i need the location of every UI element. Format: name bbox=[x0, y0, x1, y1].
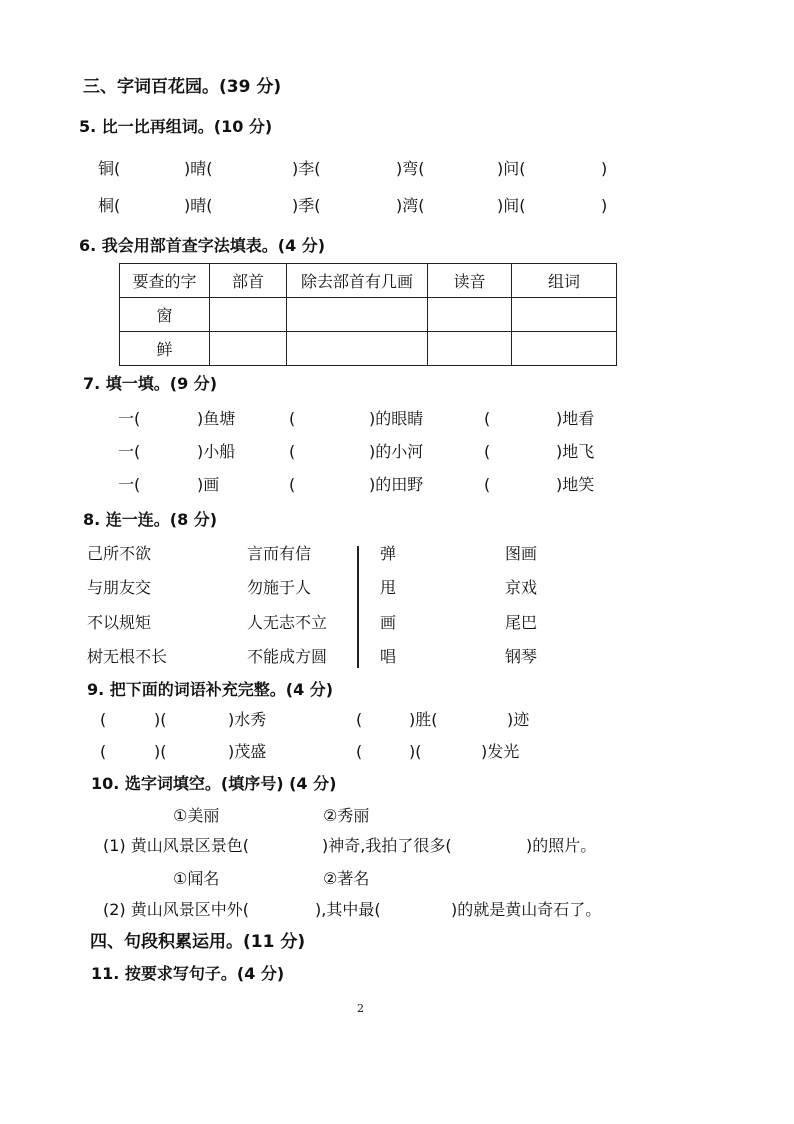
q9-row-2 bbox=[0, 744, 794, 766]
q8-col1-item[interactable]: 己所不欲 bbox=[87, 544, 152, 563]
answer-cell[interactable] bbox=[428, 298, 512, 332]
answer-cell[interactable] bbox=[287, 298, 428, 332]
q7-row-3 bbox=[0, 477, 794, 499]
q8-row-2 bbox=[0, 580, 794, 602]
q10-text: (2) 黄山风景区中外( bbox=[103, 900, 249, 919]
q7-cell: ( bbox=[484, 475, 491, 494]
q6-title: 6. 我会用部首查字法填表。(4 分) bbox=[79, 236, 326, 255]
q7-cell: 一( bbox=[118, 442, 141, 461]
answer-cell[interactable] bbox=[428, 332, 512, 366]
q5-cell: ) bbox=[601, 196, 608, 215]
q9-cell: )水秀 bbox=[228, 710, 267, 729]
q5-cell: )湾( bbox=[396, 196, 425, 215]
radical-lookup-table bbox=[119, 263, 617, 366]
q8-col2-item[interactable]: 勿施于人 bbox=[247, 578, 312, 597]
answer-cell[interactable] bbox=[210, 332, 287, 366]
q7-cell: ( bbox=[289, 442, 296, 461]
q8-col4-item[interactable]: 尾巴 bbox=[505, 613, 538, 632]
q10-option: ①美丽 bbox=[173, 806, 220, 825]
q7-cell: )画 bbox=[197, 475, 220, 494]
q9-cell: )( bbox=[154, 710, 167, 729]
q7-cell: ( bbox=[484, 442, 491, 461]
q7-title: 7. 填一填。(9 分) bbox=[83, 374, 218, 393]
q5-cell: )晴( bbox=[184, 159, 213, 178]
table-header: 要查的字 bbox=[120, 264, 210, 298]
q9-cell: )胜( bbox=[409, 710, 438, 729]
section-4-title: 四、句段积累运用。(11 分) bbox=[90, 932, 306, 952]
q10-options-1 bbox=[0, 808, 794, 830]
q9-cell: )发光 bbox=[481, 742, 520, 761]
answer-cell[interactable] bbox=[512, 332, 617, 366]
answer-cell[interactable] bbox=[287, 332, 428, 366]
q8-col1-item[interactable]: 与朋友交 bbox=[87, 578, 152, 597]
table-header-row bbox=[120, 264, 617, 298]
section-3-title: 三、字词百花园。(39 分) bbox=[83, 77, 282, 97]
q8-col3-item[interactable]: 画 bbox=[380, 613, 397, 632]
q8-col1-item[interactable]: 树无根不长 bbox=[87, 647, 168, 666]
q8-row-1 bbox=[0, 546, 794, 568]
q7-cell: )小船 bbox=[197, 442, 236, 461]
q8-row-4 bbox=[0, 649, 794, 671]
q8-row-3 bbox=[0, 615, 794, 637]
q10-option: ②秀丽 bbox=[323, 806, 370, 825]
q8-col2-item[interactable]: 人无志不立 bbox=[247, 613, 328, 632]
q8-col2-item[interactable]: 言而有信 bbox=[247, 544, 312, 563]
q5-cell: )问( bbox=[497, 159, 526, 178]
q8-col1-item[interactable]: 不以规矩 bbox=[87, 613, 152, 632]
q7-cell: 一( bbox=[118, 475, 141, 494]
q9-cell: )( bbox=[409, 742, 422, 761]
q7-cell: )地笑 bbox=[556, 475, 595, 494]
q10-text: )的照片。 bbox=[526, 836, 597, 855]
q8-col3-item[interactable]: 唱 bbox=[380, 647, 397, 666]
q10-title: 10. 选字词填空。(填序号) (4 分) bbox=[91, 774, 337, 793]
q5-cell: )李( bbox=[292, 159, 321, 178]
q8-col4-item[interactable]: 钢琴 bbox=[505, 647, 538, 666]
q10-text: )的就是黄山奇石了。 bbox=[451, 900, 602, 919]
q7-row-1 bbox=[0, 411, 794, 433]
q5-cell: )弯( bbox=[396, 159, 425, 178]
q11-title: 11. 按要求写句子。(4 分) bbox=[91, 964, 285, 983]
q9-row-1 bbox=[0, 712, 794, 734]
q7-cell: )鱼塘 bbox=[197, 409, 236, 428]
table-row bbox=[120, 298, 617, 332]
q8-col4-item[interactable]: 京戏 bbox=[505, 578, 538, 597]
q7-cell: )的眼睛 bbox=[369, 409, 424, 428]
q10-sentence-2 bbox=[0, 902, 794, 924]
q7-cell: ( bbox=[289, 409, 296, 428]
divider-line bbox=[357, 546, 359, 668]
q10-text: ),其中最( bbox=[315, 900, 381, 919]
q5-title: 5. 比一比再组词。(10 分) bbox=[79, 117, 273, 136]
q7-cell: )地看 bbox=[556, 409, 595, 428]
q9-cell: ( bbox=[356, 710, 363, 729]
q9-cell: )迹 bbox=[507, 710, 530, 729]
q10-options-2 bbox=[0, 871, 794, 893]
q5-row-2 bbox=[0, 198, 794, 220]
q5-row-1 bbox=[0, 161, 794, 183]
q9-cell: ( bbox=[100, 742, 107, 761]
q5-cell: )季( bbox=[292, 196, 321, 215]
q5-cell: 铜( bbox=[98, 159, 121, 178]
q5-cell: 桐( bbox=[98, 196, 121, 215]
q7-cell: ( bbox=[484, 409, 491, 428]
table-header: 组词 bbox=[512, 264, 617, 298]
q7-cell: )地飞 bbox=[556, 442, 595, 461]
q7-cell: 一( bbox=[118, 409, 141, 428]
q7-cell: )的小河 bbox=[369, 442, 424, 461]
q8-col3-item[interactable]: 弹 bbox=[380, 544, 397, 563]
q9-cell: ( bbox=[356, 742, 363, 761]
q7-cell: )的田野 bbox=[369, 475, 424, 494]
q8-col2-item[interactable]: 不能成方圆 bbox=[247, 647, 328, 666]
q8-col3-item[interactable]: 甩 bbox=[380, 578, 397, 597]
q8-col4-item[interactable]: 图画 bbox=[505, 544, 538, 563]
q5-cell: ) bbox=[601, 159, 608, 178]
table-header: 部首 bbox=[210, 264, 287, 298]
q10-text: (1) 黄山风景区景色( bbox=[103, 836, 249, 855]
q9-title: 9. 把下面的词语补充完整。(4 分) bbox=[87, 680, 334, 699]
q7-row-2 bbox=[0, 444, 794, 466]
q10-text: )神奇,我拍了很多( bbox=[322, 836, 452, 855]
table-row bbox=[120, 332, 617, 366]
answer-cell[interactable] bbox=[210, 298, 287, 332]
q10-option: ①闻名 bbox=[173, 869, 220, 888]
table-char-cell: 窗 bbox=[120, 298, 210, 332]
page-number: 2 bbox=[357, 1002, 364, 1015]
q10-sentence-1 bbox=[0, 838, 794, 860]
q9-cell: ( bbox=[100, 710, 107, 729]
q7-cell: ( bbox=[289, 475, 296, 494]
q8-title: 8. 连一连。(8 分) bbox=[83, 510, 218, 529]
table-char-cell: 鲜 bbox=[120, 332, 210, 366]
q5-cell: )晴( bbox=[184, 196, 213, 215]
q9-cell: )茂盛 bbox=[228, 742, 267, 761]
table-header: 读音 bbox=[428, 264, 512, 298]
q10-option: ②著名 bbox=[323, 869, 370, 888]
answer-cell[interactable] bbox=[512, 298, 617, 332]
table-header: 除去部首有几画 bbox=[287, 264, 428, 298]
q9-cell: )( bbox=[154, 742, 167, 761]
q5-cell: )间( bbox=[497, 196, 526, 215]
